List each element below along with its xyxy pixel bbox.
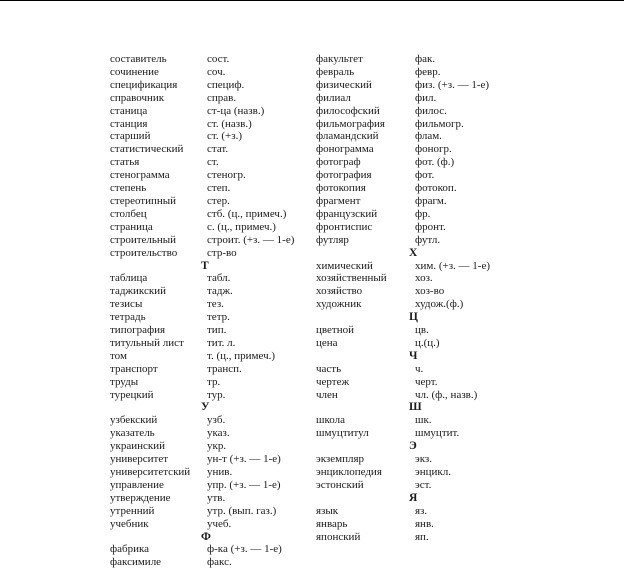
abbreviation: учеб. xyxy=(207,517,232,530)
term: философский xyxy=(316,104,380,117)
term: художник xyxy=(316,298,362,311)
term: титульный лист xyxy=(110,336,184,349)
term: физический xyxy=(316,78,372,91)
term: утверждение xyxy=(110,491,171,504)
section-letter: Э xyxy=(409,440,417,453)
term: экземпляр xyxy=(316,453,365,466)
term: чертеж xyxy=(316,375,350,388)
abbreviation: хоз. xyxy=(415,272,433,285)
abbreviation: справ. xyxy=(207,91,237,104)
term: управление xyxy=(110,478,164,491)
term: фронтиспис xyxy=(316,220,373,233)
abbreviation: трансп. xyxy=(207,362,242,375)
abbreviation: тур. xyxy=(207,388,226,401)
term: университет xyxy=(110,453,169,466)
term: станция xyxy=(110,117,148,130)
section-letter: Ч xyxy=(409,349,418,362)
abbreviation: унив. xyxy=(207,466,233,478)
abbreviation: строит. (+з. — 1-е) xyxy=(207,233,295,246)
abbreviation: т. (ц., примеч.) xyxy=(207,349,276,362)
abbreviation: цв. xyxy=(415,324,429,337)
abbreviation: упр. (+з. — 1-е) xyxy=(207,478,281,491)
abbreviation: янв. xyxy=(415,517,434,530)
section-letter: Х xyxy=(409,246,418,259)
term: футляр xyxy=(316,233,349,246)
abbreviation: чл. (ф., назв.) xyxy=(415,388,478,401)
term: тетрадь xyxy=(110,311,146,324)
term: старший xyxy=(110,130,151,143)
term: энциклопедия xyxy=(316,466,382,478)
abbreviation: указ. xyxy=(207,427,230,440)
abbreviation: утр. (вып. газ.) xyxy=(207,504,277,517)
abbreviation: тр. xyxy=(207,375,221,388)
abbreviation: фр. xyxy=(415,207,431,220)
term: французский xyxy=(316,207,378,220)
top-rule xyxy=(0,0,624,1)
term: январь xyxy=(316,517,348,530)
abbreviation: фронт. xyxy=(415,220,446,233)
section-letter: Т xyxy=(201,259,209,272)
abbreviation: яп. xyxy=(415,530,429,543)
term: составитель xyxy=(110,53,167,65)
term: фильмография xyxy=(316,117,385,130)
term: фрагмент xyxy=(316,194,361,207)
abbreviation: ст. (+з.) xyxy=(207,130,242,143)
term: статистический xyxy=(110,143,184,156)
term: фотокопия xyxy=(316,182,366,195)
term: строительный xyxy=(110,233,177,246)
abbreviation: тетр. xyxy=(207,311,230,324)
section-letter: Ц xyxy=(409,311,418,324)
section-letter: Ф xyxy=(201,530,211,543)
abbreviation: утв. xyxy=(207,491,226,504)
term: факультет xyxy=(316,53,363,65)
term: страница xyxy=(110,220,153,233)
abbreviation: хим. (+з. — 1-е) xyxy=(415,259,491,272)
abbreviation: флам. xyxy=(415,130,442,143)
term: хозяйственный xyxy=(316,272,387,285)
term: хозяйство xyxy=(316,285,363,298)
abbreviation: ч. xyxy=(415,362,424,375)
abbreviation: шмуцтит. xyxy=(415,427,460,440)
abbreviation: соч. xyxy=(207,65,226,78)
term: стенограмма xyxy=(110,169,170,182)
term: степень xyxy=(110,182,147,195)
abbreviation: ст. (назв.) xyxy=(207,117,252,130)
abbreviation: стр-во xyxy=(207,246,237,259)
abbreviation: с. (ц., примеч.) xyxy=(207,220,276,233)
term: шмуцтитул xyxy=(316,427,369,440)
term: химический xyxy=(316,259,373,272)
abbreviation: энцикл. xyxy=(415,466,451,478)
abbreviation: стб. (ц., примеч.) xyxy=(207,207,287,220)
term: таблица xyxy=(110,272,148,285)
term: тезисы xyxy=(110,298,143,311)
abbreviation: степ. xyxy=(207,182,231,195)
abbreviation: табл. xyxy=(207,272,231,285)
term: японский xyxy=(316,530,361,543)
abbreviation: специф. xyxy=(207,78,245,91)
term: указатель xyxy=(110,427,155,440)
term: часть xyxy=(316,362,342,375)
term: филиал xyxy=(316,91,351,104)
term: типография xyxy=(110,324,166,337)
abbreviation: ц.(ц.) xyxy=(415,336,440,349)
term: учебник xyxy=(110,517,149,530)
term: таджикский xyxy=(110,285,166,298)
term: спецификация xyxy=(110,78,178,91)
section-letter: У xyxy=(201,401,210,414)
abbreviation: стеногр. xyxy=(207,169,246,182)
abbreviation: факс. xyxy=(207,556,232,569)
abbreviation: фрагм. xyxy=(415,194,447,207)
abbreviation: яз. xyxy=(415,504,428,517)
term: строительство xyxy=(110,246,178,259)
term: утренний xyxy=(110,504,155,517)
abbreviation: эст. xyxy=(415,478,432,491)
term: член xyxy=(316,388,338,401)
term: факсимиле xyxy=(110,556,162,569)
term: статья xyxy=(110,156,140,169)
abbreviation: ст. xyxy=(207,156,219,169)
term: фотограф xyxy=(316,156,361,169)
abbreviation: филос. xyxy=(415,104,447,117)
term: фабрика xyxy=(110,543,150,556)
abbreviation: стат. xyxy=(207,143,229,156)
term: школа xyxy=(316,414,345,427)
abbreviation: тез. xyxy=(207,298,224,311)
abbreviation: шк. xyxy=(415,414,432,427)
term: цена xyxy=(316,336,338,349)
term: фонограмма xyxy=(316,143,374,156)
term: узбекский xyxy=(110,414,158,427)
term: цветной xyxy=(316,324,354,337)
term: турецкий xyxy=(110,388,154,401)
abbreviation: узб. xyxy=(207,414,226,427)
section-letter: Я xyxy=(409,491,418,504)
abbreviation: тадж. xyxy=(207,285,233,298)
abbreviation: физ. (+з. — 1-е) xyxy=(415,78,490,91)
abbreviation: фил. xyxy=(415,91,437,104)
term: столбец xyxy=(110,207,147,220)
term: эстонский xyxy=(316,478,364,491)
section-letter: Ш xyxy=(409,401,422,414)
term: университетский xyxy=(110,466,191,478)
abbreviation: укр. xyxy=(207,440,227,453)
abbreviation: февр. xyxy=(415,65,441,78)
abbreviation: фильмогр. xyxy=(415,117,464,130)
abbreviation: ф-ка (+з. — 1-е) xyxy=(207,543,282,556)
abbreviation: черт. xyxy=(415,375,438,388)
term: станица xyxy=(110,104,148,117)
term: транспорт xyxy=(110,362,158,375)
term: том xyxy=(110,349,127,362)
abbreviation: экз. xyxy=(415,453,433,466)
term: фламандский xyxy=(316,130,379,143)
term: февраль xyxy=(316,65,355,78)
abbreviation: тит. л. xyxy=(207,336,236,349)
abbreviation: фот. (ф.) xyxy=(415,156,455,169)
term: украинский xyxy=(110,440,165,453)
term: стереотипный xyxy=(110,194,177,207)
abbreviation: фотокоп. xyxy=(415,182,457,195)
abbreviation: ун-т (+з. — 1-е) xyxy=(207,453,281,466)
abbreviation: фот. xyxy=(415,169,435,182)
abbreviation: стер. xyxy=(207,194,230,207)
abbreviation: фоногр. xyxy=(415,143,452,156)
abbreviation: тип. xyxy=(207,324,227,337)
term: справочник xyxy=(110,91,165,104)
term: труды xyxy=(110,375,139,388)
term: сочинение xyxy=(110,65,159,78)
term: фотография xyxy=(316,169,372,182)
abbreviation: фак. xyxy=(415,53,436,65)
abbreviation: хоз-во xyxy=(415,285,445,298)
abbreviation: сост. xyxy=(207,53,230,65)
abbreviation: ст-ца (назв.) xyxy=(207,104,265,117)
abbreviation: худож.(ф.) xyxy=(415,298,464,311)
abbreviation: футл. xyxy=(415,233,441,246)
term: язык xyxy=(316,504,339,517)
